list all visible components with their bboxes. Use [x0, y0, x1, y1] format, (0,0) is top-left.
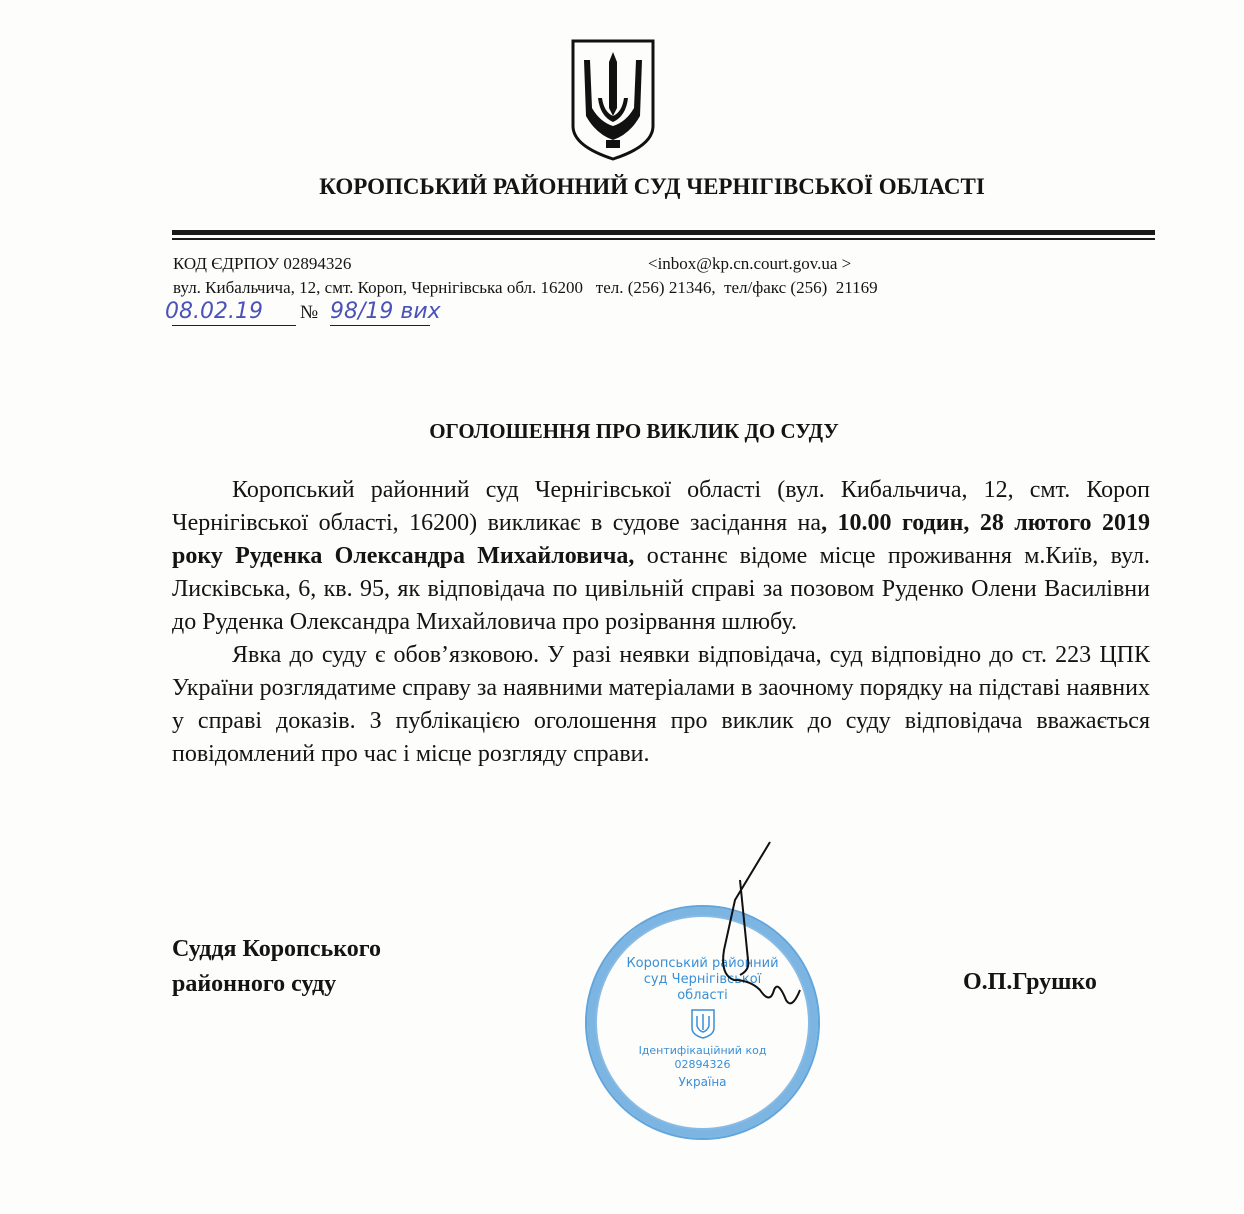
court-email: <inbox@kp.cn.court.gov.ua >	[648, 254, 852, 273]
paragraph-1-text-rest: останнє відоме місце проживання м.Київ, вул. Лисківська, 6, кв. 95, як відповідача по цивільній справі за позовом Руденко Олени Василівни до Руденка Олександра Михайловича про розірвання шлюбу.	[172, 543, 1151, 635]
court-name: КОРОПСЬКИЙ РАЙОННИЙ СУД ЧЕРНІГІВСЬКОЇ ОБЛАСТІ	[319, 174, 985, 199]
paragraph-1	[172, 474, 1150, 639]
edrpou-code: КОД ЄДРПОУ 02894326	[173, 254, 352, 273]
court-seal-stamp	[585, 905, 820, 1140]
stamp-trident-icon	[690, 1008, 716, 1040]
court-address: вул. Кибальчича, 12, смт. Короп, Чернігівська обл. 16200 тел. (256) 21346, тел/факс (256) 21169	[173, 278, 878, 297]
registration-number: 98/19 вих	[330, 299, 441, 324]
paragraph-1-text: Коропський районний суд Чернігівської області (вул. Кибальчича, 12, смт. Короп Чернігівської області, 16200) викликає в судове засідання на	[172, 477, 1150, 536]
trident-coat-of-arms-icon	[570, 38, 656, 162]
number-sign: №	[300, 302, 319, 323]
registration-date: 08.02.19	[165, 299, 263, 324]
header-divider	[172, 230, 1155, 240]
signatory-name: О.П.Грушко	[963, 969, 1097, 995]
signatory-title-line2: районного суду	[172, 971, 337, 997]
document-title: ОГОЛОШЕННЯ ПРО ВИКЛИК ДО СУДУ	[429, 419, 839, 443]
signatory-title	[172, 932, 381, 1002]
stamp-inner-text: Ідентифікаційний код 02894326	[638, 1043, 767, 1071]
number-underline	[330, 325, 430, 326]
paragraph-2: Явка до суду є обов’язковою. У разі неявки відповідача, суд відповідно до ст. 223 ЦПК України розглядатиме справу за наявними матеріалами в заочному порядку на підставі наявних у справі доказів. З публікацією оголошення про виклик до суду відповідача вважається повідомлений про час і місце розгляду справи.	[172, 642, 1150, 767]
stamp-outer-text: Коропський районний суд Чернігівської області	[626, 955, 779, 1003]
document-body	[172, 474, 1150, 771]
stamp-bottom-text: Україна	[678, 1074, 727, 1089]
hearing-details: , 10.00 годин, 28 лютого 2019 року Руденка Олександра Михайловича,	[172, 510, 1151, 569]
signatory-title-line1: Суддя Коропського	[172, 936, 382, 962]
date-underline	[172, 325, 296, 326]
